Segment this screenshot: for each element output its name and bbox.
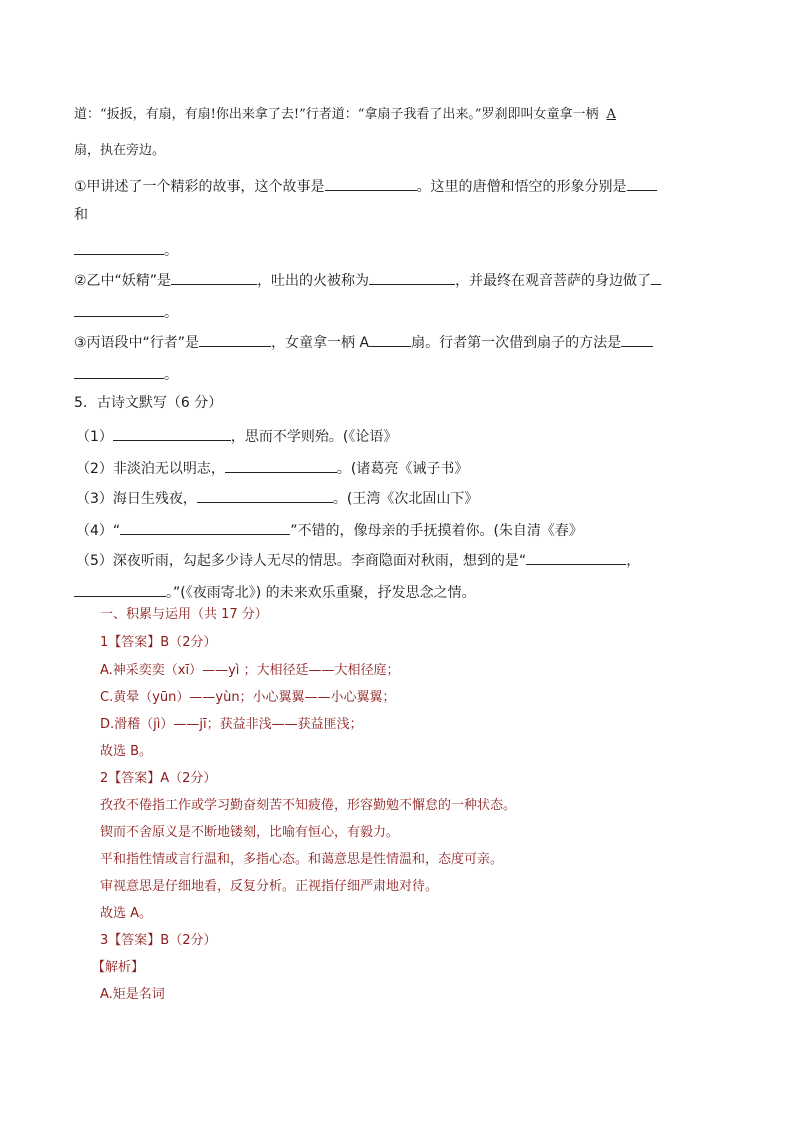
answer-3-line: A.矩是名词: [100, 987, 165, 1002]
poem-item-5-line-2: 。”(《夜雨寄北》) 的未来欢乐重聚，抒发思念之情。: [74, 582, 476, 602]
question-2-line-2: 。: [74, 302, 178, 322]
story-line-2: 扇，执在旁边。: [74, 143, 166, 158]
answer-blank[interactable]: [197, 488, 333, 503]
answer-blank[interactable]: [369, 270, 455, 285]
question-1: ①甲讲述了一个精彩的故事，这个故事是 。这里的唐僧和悟空的形象分别是: [74, 176, 657, 196]
poem-item-2: （2）非淡泊无以明志， 。(诸葛亮《诫子书》: [76, 458, 468, 478]
answer-3-title: 3【答案】B（2分）: [100, 933, 217, 948]
answer-blank[interactable]: [171, 270, 257, 285]
answer-blank[interactable]: [74, 302, 164, 317]
answer-blank[interactable]: [621, 332, 653, 347]
answer-blank[interactable]: [74, 364, 164, 379]
answer-blank[interactable]: [627, 176, 657, 191]
answer-2-line: 锲而不舍原义是不断地镂刻，比喻有恒心，有毅力。: [100, 825, 400, 840]
question-3-line-2: 。: [74, 364, 178, 384]
answer-blank[interactable]: [199, 332, 271, 347]
answer-1-line: C.黄晕（yūn）——yùn；小心翼翼——小心翼翼；: [100, 690, 396, 705]
answer-blank[interactable]: [369, 332, 411, 347]
answer-2-title: 2【答案】A（2分）: [100, 771, 217, 786]
question-3: ③丙语段中“行者”是 ，女童拿一柄 A 扇。行者第一次借到扇子的方法是: [74, 332, 653, 352]
poem-item-4: （4）“ ”不错的，像母亲的手抚摸着你。(朱自清《春》: [76, 520, 583, 540]
answer-2-line: 审视意思是仔细地看，反复分析。正视指仔细严肃地对待。: [100, 879, 439, 894]
poem-item-5: （5）深夜听雨，勾起多少诗人无尽的情思。李商隐面对秋雨，想到的是“ ，: [76, 550, 640, 570]
question-1-line-3: 。: [74, 240, 178, 260]
answer-blank[interactable]: [113, 426, 231, 441]
question-1-and: 和: [74, 207, 88, 223]
answer-blank[interactable]: [325, 176, 417, 191]
section-5-title: 5．古诗文默写（6 分）: [74, 395, 223, 411]
answer-1-line: A.神采奕奕（xī）——yì ；大相径廷——大相径庭；: [100, 663, 400, 678]
story-line-1: 道：“扳扳，有扇，有扇!你出来拿了去!”行者道：“拿扇子我看了出来。”罗刹即叫女童拿一柄 A: [74, 107, 616, 122]
answer-blank[interactable]: [225, 458, 337, 473]
answer-2-line: 孜孜不倦指工作或学习勤奋刻苦不知疲倦，形容勤勉不懈怠的一种状态。: [100, 798, 517, 813]
answer-blank[interactable]: [74, 582, 166, 597]
answer-3-analysis-label: 【解析】: [92, 960, 145, 975]
answer-blank[interactable]: [651, 270, 661, 285]
story-blank-a: A: [606, 107, 616, 122]
answer-blank[interactable]: [526, 550, 626, 565]
answer-1-line: 故选 B。: [100, 744, 153, 759]
answer-2-line: 故选 A。: [100, 906, 153, 921]
poem-item-1: （1） ，思而不学则殆。(《论语》: [76, 426, 397, 446]
question-2: ②乙中“妖精”是 ，吐出的火被称为 ，并最终在观音菩萨的身边做了: [74, 270, 661, 290]
answer-blank[interactable]: [74, 240, 164, 255]
answers-heading: 一、积累与运用（共 17 分）: [100, 607, 268, 622]
answer-1-title: 1【答案】B（2分）: [100, 635, 217, 650]
answer-2-line: 平和指性情或言行温和，多指心态。和蔼意思是性情温和，态度可亲。: [100, 852, 504, 867]
answer-blank[interactable]: [120, 520, 290, 535]
answer-1-line: D.滑稽（jì）——jī；获益非浅——获益匪浅；: [100, 717, 363, 732]
poem-item-3: （3）海日生残夜， 。(王湾《次北固山下》: [76, 488, 478, 508]
